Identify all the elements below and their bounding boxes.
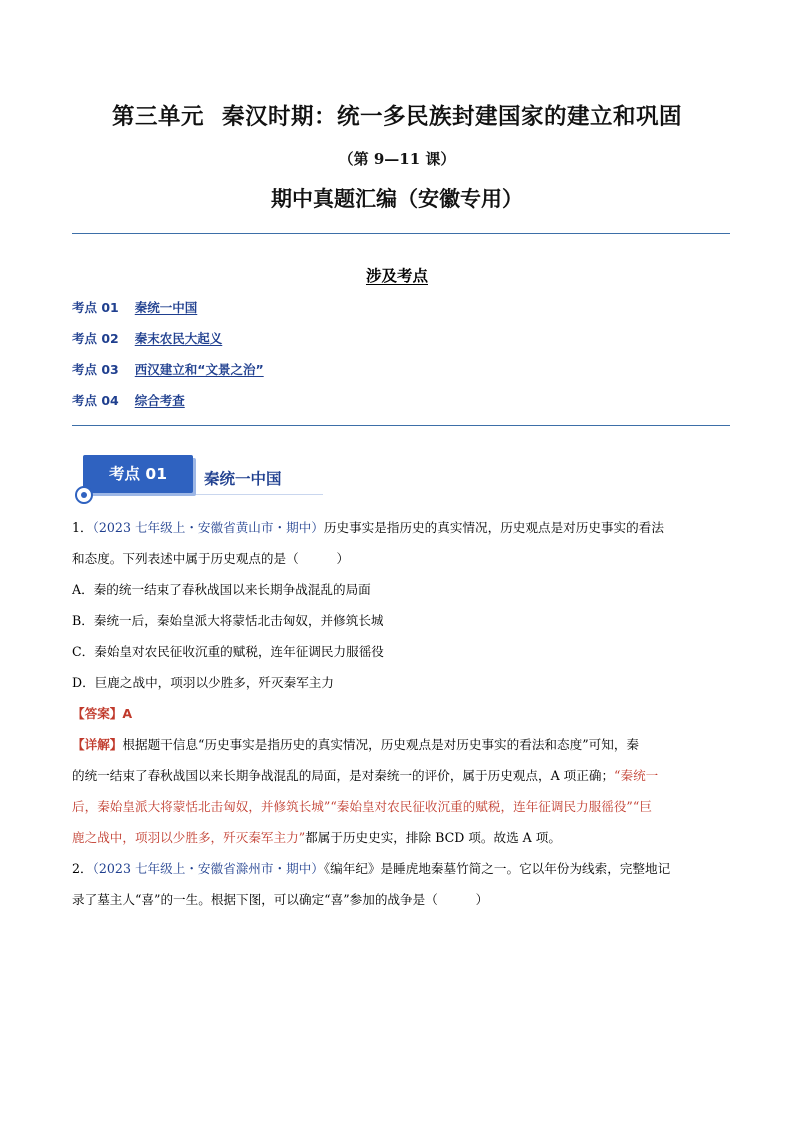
kaodian-link-02[interactable]: 考点 02 秦末农民大起义 [72, 331, 223, 346]
detail-line: 【详解】根据题干信息“历史事实是指历史的真实情况，历史观点是对历史事实的看法和态度”可知，秦 [72, 737, 640, 752]
badge-label: 考点 01 [109, 465, 167, 483]
option-c: C．秦始皇对农民征收沉重的赋税，连年征调民力服徭役 [72, 644, 384, 659]
kaodian-heading: 涉及考点 [365, 267, 428, 285]
detail-line: 的统一结束了春秋战国以来长期争战混乱的局面，是对秦统一的评价，属于历史观点，A 项正确；“秦统一 [72, 768, 659, 783]
kaodian-link-03[interactable]: 考点 03 西汉建立和“文景之治” [72, 362, 264, 377]
target-icon [75, 486, 93, 504]
unit-topic: 秦汉时期：统一多民族封建国家的建立和巩固 [222, 104, 683, 130]
document-title [0, 99, 794, 131]
question-stem-line: 录了墓主人“喜”的一生。根据下图，可以确定“喜”参加的战争是（ ） [72, 892, 489, 907]
kaodian-link-01[interactable]: 考点 01 秦统一中国 [72, 300, 198, 315]
unit-label: 第三单元 [111, 104, 204, 130]
answer: 【答案】A [72, 706, 133, 721]
document-subtitle: 期中真题汇编（安徽专用） [271, 187, 523, 211]
question-2 [72, 853, 732, 915]
option-a: A．秦的统一结束了春秋战国以来长期争战混乱的局面 [72, 582, 371, 597]
question-stem-line: 2．（2023 七年级上・安徽省滁州市・期中）《编年纪》是睡虎地秦墓竹简之一。它以年份为线索，完整地记 [72, 861, 671, 876]
divider-bottom [72, 425, 730, 426]
badge-underline [93, 494, 323, 495]
question-stem-line: 1．（2023 七年级上・安徽省黄山市・期中）历史事实是指历史的真实情况，历史观点是对历史事实的看法 [72, 520, 664, 535]
detail-line: 后，秦始皇派大将蒙恬北击匈奴，并修筑长城”“秦始皇对农民征收沉重的赋税，连年征调民力服徭役”“巨 [72, 799, 652, 814]
option-b: B．秦统一后，秦始皇派大将蒙恬北击匈奴，并修筑长城 [72, 613, 384, 628]
question-1 [72, 512, 732, 853]
kaodian-link-04[interactable]: 考点 04 综合考查 [72, 393, 185, 408]
divider-top [72, 233, 730, 234]
kaodian-list [72, 298, 264, 422]
detail-label: 【详解】 [72, 737, 123, 752]
option-d: D．巨鹿之战中，项羽以少胜多，歼灭秦军主力 [72, 675, 334, 690]
lesson-range: （第 9—11 课） [338, 150, 456, 168]
detail-line: 鹿之战中，项羽以少胜多，歼灭秦军主力”都属于历史史实，排除 BCD 项。故选 A 项。 [72, 830, 561, 845]
question-source: （2023 七年级上・安徽省黄山市・期中） [92, 520, 324, 535]
question-source: （2023 七年级上・安徽省滁州市・期中） [92, 861, 324, 876]
question-stem-line: 和态度。下列表述中属于历史观点的是（ ） [72, 551, 350, 566]
section-badge [75, 455, 193, 501]
section-title: 秦统一中国 [204, 470, 282, 488]
